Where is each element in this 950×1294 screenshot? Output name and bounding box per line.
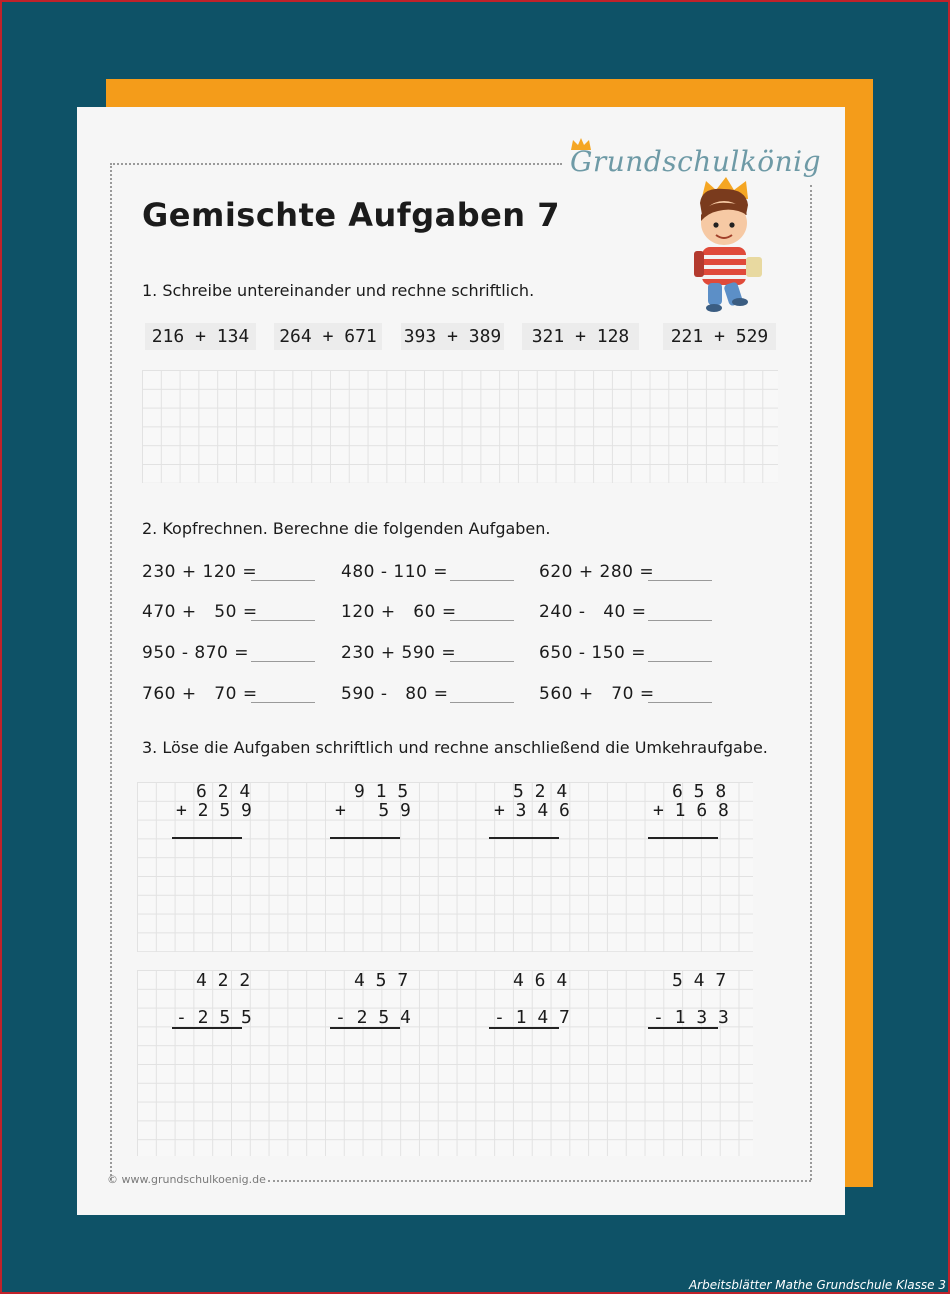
subtrahend: - 1 3 3 — [653, 1007, 729, 1028]
sum-line — [489, 837, 559, 839]
boy-with-crown-illustration — [688, 175, 768, 315]
mental-task: 650 - 150 = — [539, 643, 646, 663]
minuend: 4 2 2 — [196, 970, 251, 991]
answer-blank[interactable] — [450, 620, 514, 621]
mental-task: 470 + 50 = — [142, 602, 258, 622]
answer-blank[interactable] — [251, 661, 315, 662]
answer-blank[interactable] — [251, 702, 315, 703]
mental-task: 230 + 590 = — [341, 643, 457, 663]
subtraction-grid[interactable] — [137, 970, 753, 1156]
subtrahend: - 2 5 5 — [176, 1007, 252, 1028]
difference-line — [489, 1027, 559, 1029]
mental-task: 560 + 70 = — [539, 684, 655, 704]
dotted-border-bottom — [268, 1180, 811, 1182]
mental-task: 240 - 40 = — [539, 602, 647, 622]
answer-blank[interactable] — [251, 620, 315, 621]
mental-task: 950 - 870 = — [142, 643, 249, 663]
addend-top: 6 2 4 — [196, 781, 251, 802]
image-caption: Arbeitsblätter Mathe Grundschule Klasse 3 — [688, 1278, 946, 1292]
answer-blank[interactable] — [450, 702, 514, 703]
addend-top: 6 5 8 — [672, 781, 727, 802]
mental-task: 230 + 120 = — [142, 562, 258, 582]
answer-blank[interactable] — [648, 620, 712, 621]
addend-bottom: + 1 6 8 — [653, 800, 729, 821]
minuend: 5 4 7 — [672, 970, 727, 991]
mental-task: 480 - 110 = — [341, 562, 448, 582]
minuend: 4 6 4 — [513, 970, 568, 991]
dotted-border-left — [110, 163, 112, 1180]
writing-grid-1[interactable] — [142, 370, 778, 483]
answer-blank[interactable] — [450, 580, 514, 581]
addend-bottom: + 3 4 6 — [494, 800, 570, 821]
task-chip: 393 + 389 — [401, 323, 504, 350]
mental-task: 120 + 60 = — [341, 602, 457, 622]
footer-copyright: © www.grundschulkoenig.de — [107, 1173, 266, 1186]
subtrahend: - 2 5 4 — [335, 1007, 411, 1028]
mental-task: 590 - 80 = — [341, 684, 449, 704]
worksheet-title: Gemischte Aufgaben 7 — [142, 196, 560, 234]
task-chip: 221 + 529 — [663, 323, 776, 350]
mental-task: 620 + 280 = — [539, 562, 655, 582]
difference-line — [330, 1027, 400, 1029]
sum-line — [330, 837, 400, 839]
mental-task: 760 + 70 = — [142, 684, 258, 704]
difference-line — [172, 1027, 242, 1029]
addend-bottom: + 2 5 9 — [176, 800, 252, 821]
brand-logo: Grundschulkönig — [570, 145, 822, 178]
answer-blank[interactable] — [648, 580, 712, 581]
sum-line — [172, 837, 242, 839]
sum-line — [648, 837, 718, 839]
addend-bottom: + 5 9 — [335, 800, 411, 821]
answer-blank[interactable] — [450, 661, 514, 662]
task-chip: 321 + 128 — [522, 323, 639, 350]
answer-blank[interactable] — [648, 702, 712, 703]
answer-blank[interactable] — [648, 661, 712, 662]
task-chip: 264 + 671 — [274, 323, 382, 350]
subtrahend: - 1 4 7 — [494, 1007, 570, 1028]
answer-blank[interactable] — [251, 580, 315, 581]
addend-top: 9 1 5 — [354, 781, 409, 802]
question-3-text: 3. Löse die Aufgaben schriftlich und rechne anschließend die Umkehraufgabe. — [142, 738, 768, 757]
dotted-border-top — [110, 163, 562, 165]
task-chip: 216 + 134 — [145, 323, 256, 350]
addend-top: 5 2 4 — [513, 781, 568, 802]
question-1-text: 1. Schreibe untereinander und rechne schriftlich. — [142, 281, 535, 300]
dotted-border-right — [810, 185, 812, 1180]
minuend: 4 5 7 — [354, 970, 409, 991]
question-2-text: 2. Kopfrechnen. Berechne die folgenden Aufgaben. — [142, 519, 551, 538]
difference-line — [648, 1027, 718, 1029]
